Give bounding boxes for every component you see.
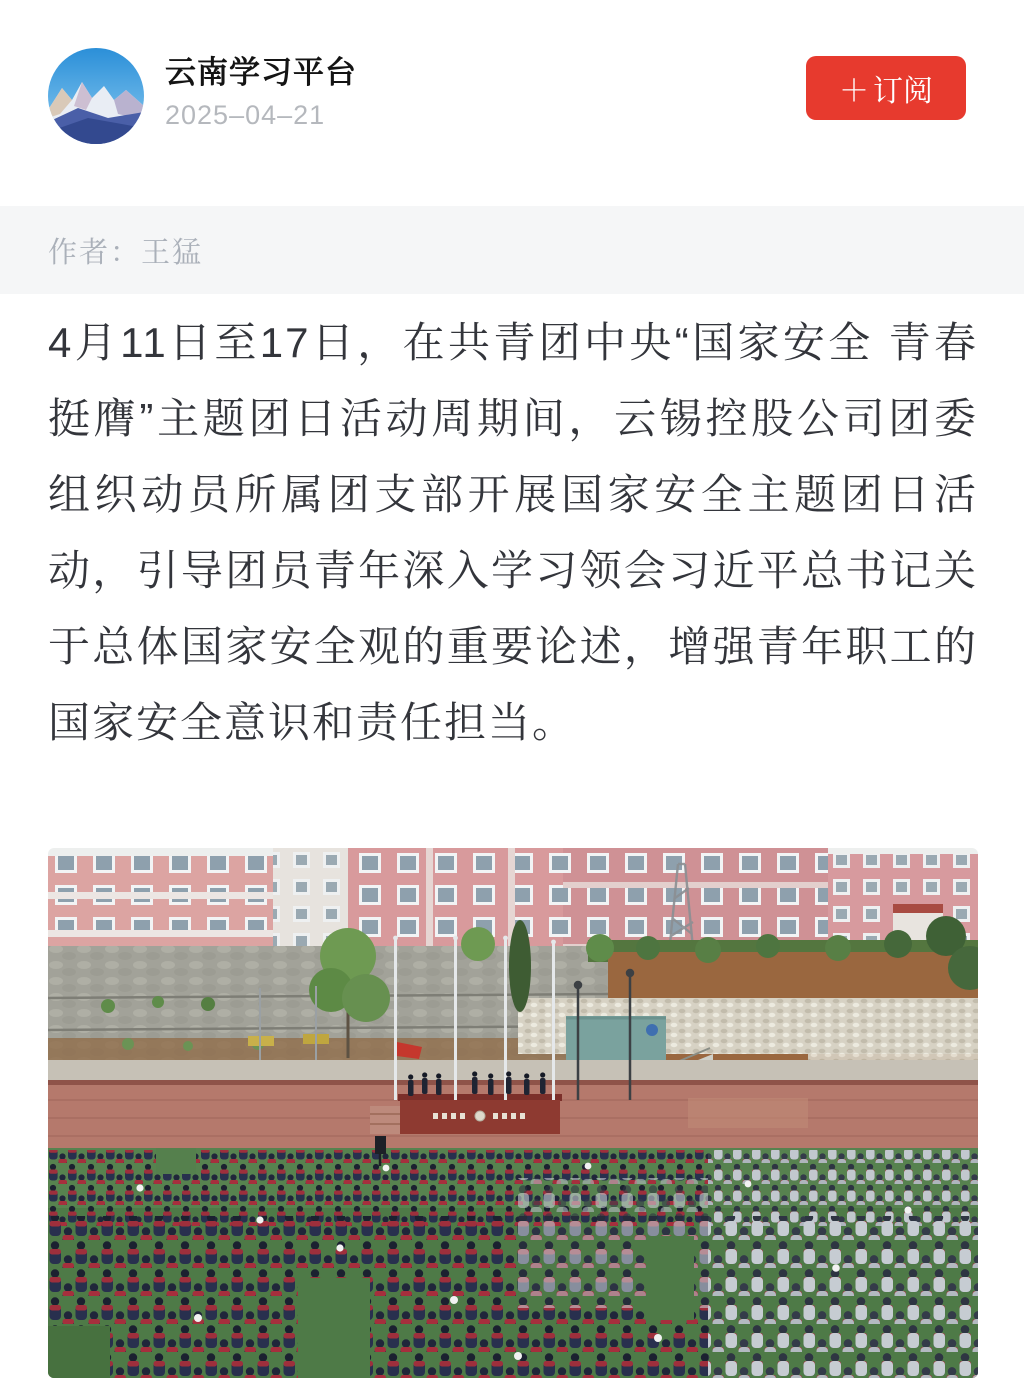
subscribe-label: 订阅 <box>873 75 933 108</box>
subscribe-button[interactable] <box>806 56 966 120</box>
article-photo[interactable] <box>48 848 978 1378</box>
publish-date: 2025–04–21 <box>165 100 326 130</box>
assembly-photo-illustration <box>48 848 978 1378</box>
author-bar <box>0 206 1024 294</box>
author-label: 作者：王猛 <box>48 236 204 269</box>
article-paragraph: 4月11日至17日，在共青团中央“国家安全 青春挺膺”主题团日活动周期间，云锡控股公司团委组织动员所属团支部开展国家安全主题团日活动，引导团员青年深入学习领会习近平总书记关于总体国家安全观的重要论述，增强青年职工的国家安全意识和责任担当。 <box>48 319 978 746</box>
article-header <box>48 48 976 148</box>
photo-crowd <box>48 1136 978 1378</box>
mountain-avatar-icon <box>48 48 144 144</box>
publisher-info <box>165 54 357 131</box>
plus-icon: ＋ <box>839 75 869 108</box>
publisher-avatar[interactable] <box>48 48 144 144</box>
publisher-name: 云南学习平台 <box>165 55 357 90</box>
